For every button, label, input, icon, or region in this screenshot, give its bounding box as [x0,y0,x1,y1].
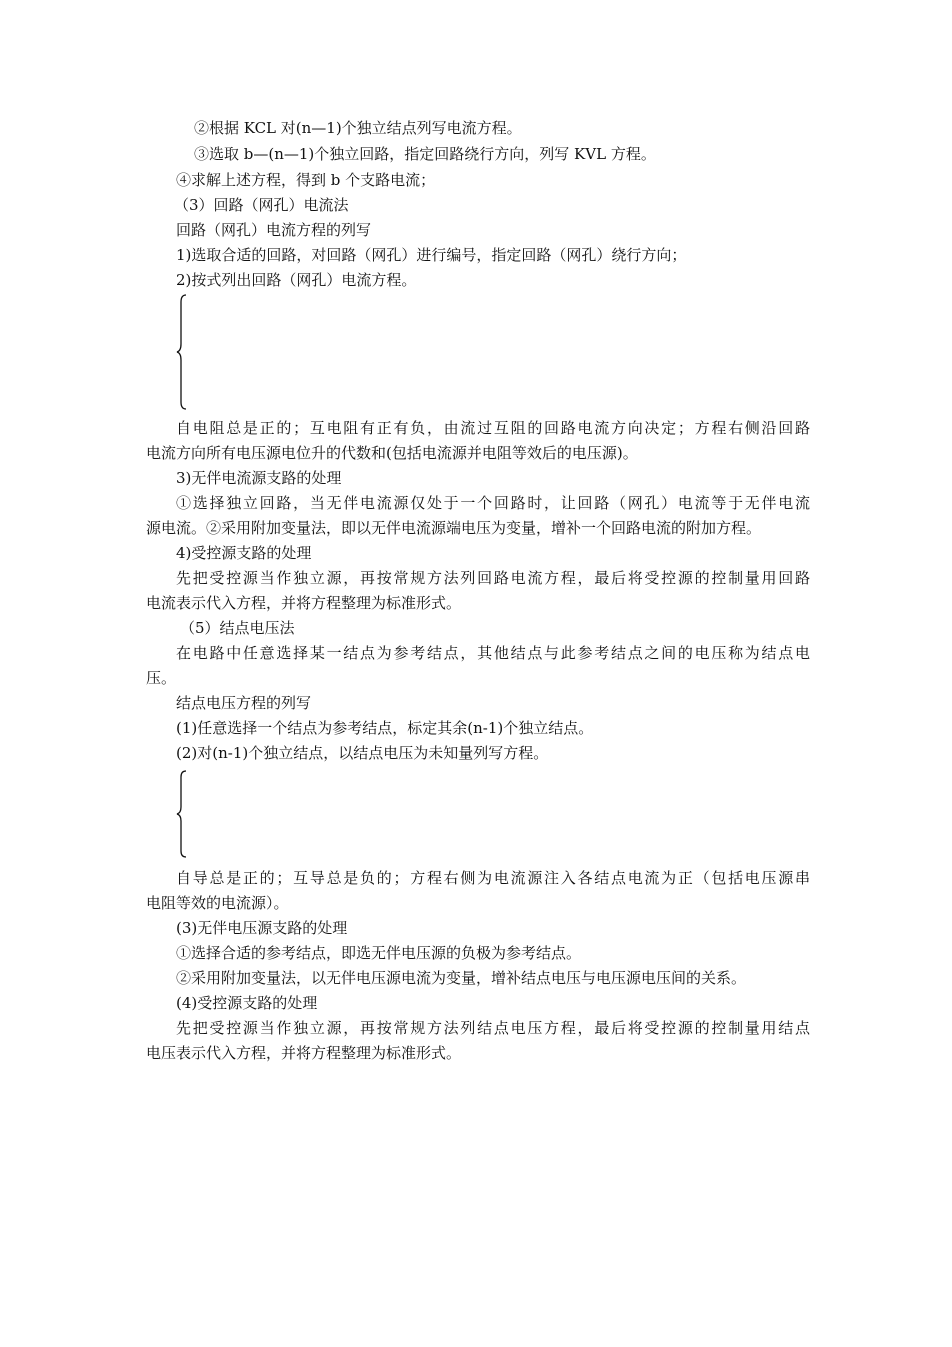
text-line: ③选取 b—(n—1)个独立回路，指定回路绕行方向，列写 KVL 方程。 [194,145,656,163]
text-line: ①选择独立回路，当无伴电流源仅处于一个回路时，让回路（网孔）电流等于无伴电流 [176,494,810,512]
text-line: 在电路中任意选择某一结点为参考结点，其他结点与此参考结点之间的电压称为结点电 [176,644,810,662]
subheading: (4)受控源支路的处理 [176,994,318,1012]
text-line: 源电流。②采用附加变量法，即以无伴电流源端电压为变量，增补一个回路电流的附加方程。 [146,519,762,537]
left-brace-icon [176,770,188,858]
text-line: 先把受控源当作独立源，再按常规方法列结点电压方程，最后将受控源的控制量用结点 [176,1019,810,1037]
mesh-equation-system [176,294,476,412]
text-line: (2)对(n-1)个独立结点，以结点电压为未知量列写方程。 [176,744,549,762]
subheading: 结点电压方程的列写 [176,694,312,712]
text-line: 先把受控源当作独立源，再按常规方法列回路电流方程，最后将受控源的控制量用回路 [176,569,810,587]
node-equation-system [176,770,476,860]
section-heading: （5）结点电压法 [180,619,295,637]
text-line: ④求解上述方程，得到 b 个支路电流； [176,171,436,189]
text-line: 电阻等效的电流源）。 [146,894,289,912]
subheading: 3)无伴电流源支路的处理 [176,469,342,487]
text-line: 压。 [146,669,177,687]
text-line: 1)选取合适的回路，对回路（网孔）进行编号，指定回路（网孔）绕行方向； [176,246,687,264]
text-line: ②采用附加变量法，以无伴电压源电流为变量，增补结点电压与电压源电压间的关系。 [176,969,747,987]
text-line: 自导总是正的；互导总是负的；方程右侧为电流源注入各结点电流为正（包括电压源串 [176,869,810,887]
text-line: 电流方向所有电压源电位升的代数和(包括电流源并电阻等效后的电压源)。 [146,444,638,462]
text-line: ②根据 KCL 对(n—1)个独立结点列写电流方程。 [194,119,522,137]
text-line: 电压表示代入方程，并将方程整理为标准形式。 [146,1044,462,1062]
section-heading: （3）回路（网孔）电流法 [174,196,349,214]
text-line: 自电阻总是正的；互电阻有正有负，由流过互阻的回路电流方向决定；方程右侧沿回路 [176,419,810,437]
subheading: 回路（网孔）电流方程的列写 [176,221,372,239]
text-line: 2)按式列出回路（网孔）电流方程。 [176,271,417,289]
subheading: 4)受控源支路的处理 [176,544,312,562]
text-line: (1)任意选择一个结点为参考结点，标定其余(n-1)个独立结点。 [176,719,594,737]
text-line: ①选择合适的参考结点，即选无伴电压源的负极为参考结点。 [176,944,582,962]
text-line: 电流表示代入方程，并将方程整理为标准形式。 [146,594,462,612]
left-brace-icon [176,294,188,410]
subheading: (3)无伴电压源支路的处理 [176,919,348,937]
